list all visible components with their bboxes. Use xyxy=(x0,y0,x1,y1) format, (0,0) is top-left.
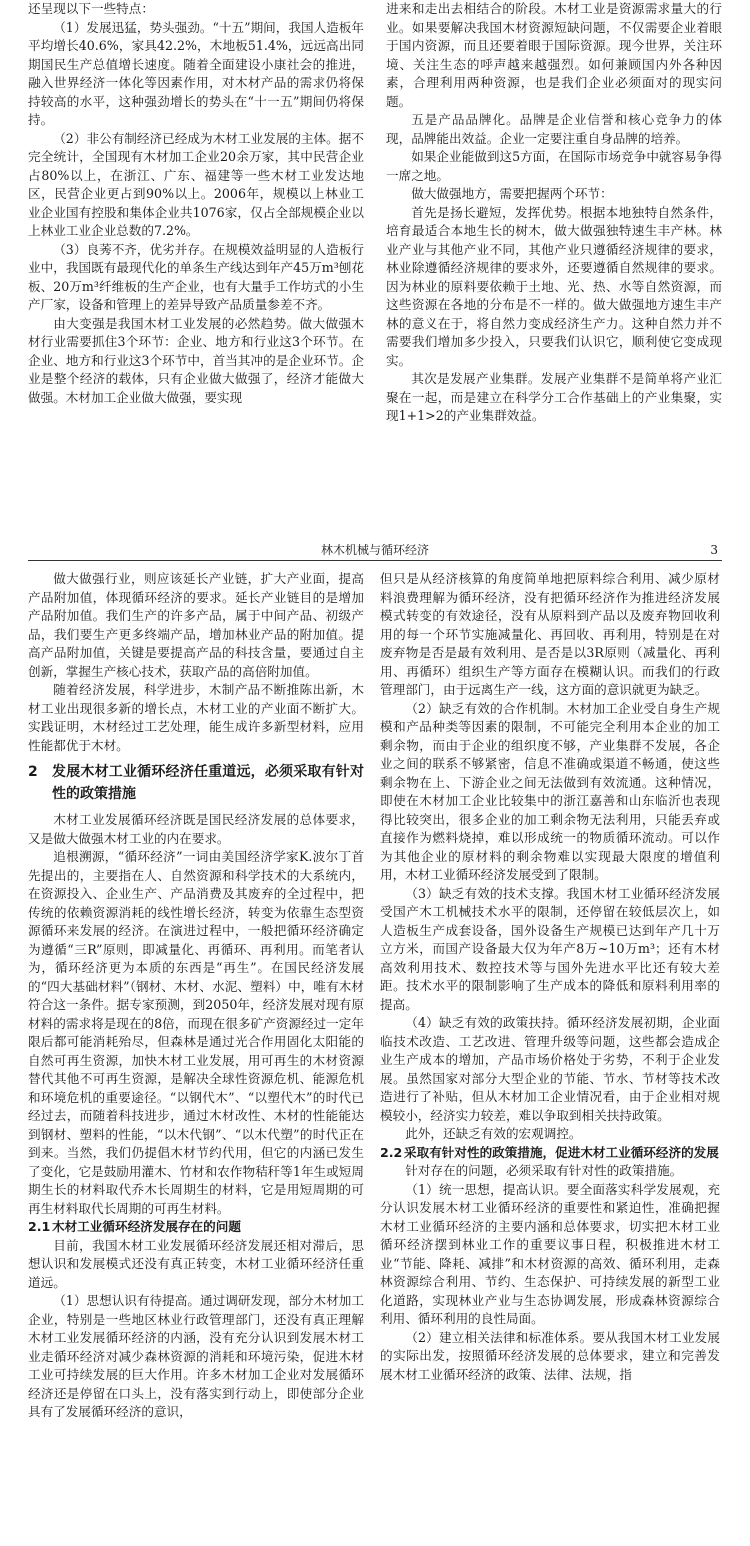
paragraph: 木材工业发展循环经济既是国民经济发展的总体要求，又是做大做强木材工业的内在要求。 xyxy=(28,812,364,846)
paragraph: 此外，还缺乏有效的宏观调控。 xyxy=(405,1126,582,1141)
section-number: 2.2 xyxy=(380,1144,403,1160)
section-heading-2-1 xyxy=(28,1218,364,1237)
paragraph: 还呈现以下一些特点： xyxy=(28,1,154,16)
paragraph: 目前，我国木材工业发展循环经济发展还相对滞后，思想认识和发展模式还没有真正转变，木材工业循环经济任重道远。 xyxy=(28,1237,364,1290)
paragraph: （3）良莠不齐，优劣并存。在规模效益明显的人造板行业中，我国既有最现代化的单条生产线达到年产45万m³刨花板、20万m³纤维板的生产企业，也有大量手工作坊式的小生产厂家，设备和管理上的差异导致产品质量参差不齐。 xyxy=(28,241,364,312)
section-title: 采取有针对性的政策措施，促进木材工业循环经济的发展 xyxy=(404,1144,719,1160)
bottom-right-column xyxy=(380,570,720,1384)
paragraph: 针对存在的问题，必须采取有针对性的政策措施。 xyxy=(405,1163,683,1178)
section-number: 2.1 xyxy=(28,1219,51,1234)
previous-page-fragment xyxy=(0,0,750,510)
page-number: 3 xyxy=(710,543,718,557)
paragraph: 但只是从经济核算的角度简单地把原料综合利用、减少原材料浪费理解为循环经济，没有把循环经济作为推进经济发展模式转变的有效途径，没有从原料到产品以及废弃物回收利用的每一个环节实施减量化、再回收、再利用，特别是在对废弃物是否是最有效利用、是否是以3R原则（减量化、再利用、再循环）组织生产等方面存在模糊认识。而我们的行政管理部门，由于远离生产一线，这方面的意识就更为缺乏。 xyxy=(380,571,720,697)
paragraph: （1）发展迅猛，势头强劲。“十五”期间，我国人造板年平均增长40.6%，家具42.2%，木地板51.4%，远远高出同期国民生产总值增长速度。随着全面建设小康社会的推进，融入世界经济一体化等因素作用，对木材产品的需求仍将保持较高的水平，这种强劲增长的势头在“十一五”期间仍将保持。 xyxy=(28,19,364,127)
paragraph: （2）建立相关法律和标准体系。要从我国木材工业发展的实际出发，按照循环经济发展的总体要求，建立和完善发展木材工业循环经济的政策、法律、法规，指 xyxy=(380,1329,720,1382)
page-3 xyxy=(0,530,750,1546)
paragraph: 随着经济发展，科学进步，木制产品不断推陈出新，木材工业出现很多新的增长点，木材工业的产业面不断扩大。实践证明，木材经过工艺处理，能生成许多新型材料，应用性能都优于木材。 xyxy=(28,682,364,753)
paragraph: （3）缺乏有效的技术支撑。我国木材工业循环经济发展受国产木工机械技术水平的限制，还停留在较低层次上，如人造板生产成套设备，国外设备生产规模已达到年产几十万立方米，而国产设备最大仅为年产8万~10万m³；还有木材高效利用技术、数控技术等与国外先进水平比还有较大差距。技术水平的限制影响了生产成本的降低和原料利用率的提高。 xyxy=(380,885,720,1012)
paragraph: 进来和走出去相结合的阶段。木材工业是资源需求量大的行业。如果要解决我国木材资源短缺问题，不仅需要企业着眼于国内资源，而且还要着眼于国际资源。现今世界，关注环境、关注生态的呼声越来越强烈。如何兼顾国内外各种因素，合理利用两种资源，也是我们企业必须面对的现实问题。 xyxy=(386,1,722,109)
paragraph: 首先是扬长避短，发挥优势。根据本地独特自然条件，培育最适合本地生长的树木，做大做强独特速生丰产林。林业产业与其他产业不同，其他产业只遵循经济规律的要求，林业除遵循经济规律的要求外，还要遵循自然规律的要求。因为林业的原料要依赖于土地、光、热、水等自然资源，而这些资源在各地的分布是不一样的。做大做强地方速生丰产林的意义在于，将自然力变成经济生产力。这种自然力并不需要我们增加多少投入，只要我们认识它，顺利使它变成现实。 xyxy=(386,204,722,368)
paragraph: （1）思想认识有待提高。通过调研发现，部分木材加工企业，特别是一些地区林业行政管理部门，还没有真正理解木材工业发展循环经济的内涵，没有充分认识到发展木材工业走循环经济对减少森林资源的消耗和环境污染，促进木材工业可持续发展的巨大作用。许多木材加工企业对发展循环经济还是停留在口头上，没有落实到行动上，即使部分企业具有了发展循环经济的意识， xyxy=(28,1293,364,1419)
bottom-left-column xyxy=(28,570,364,1422)
top-right-column xyxy=(386,0,722,426)
paragraph: （1）统一思想，提高认识。要全面落实科学发展观，充分认识发展木材工业循环经济的重要性和紧迫性，准确把握木材工业循环经济的主要内涵和总体要求，切实把木材工业循环经济摆到林业工作的重要议事日程，积极推进木材工业“节能、降耗、减排”和木材资源的高效、循环利用，走森林资源综合利用、节约、生态保护、可持续发展的新型工业化道路，实现林业产业与生态协调发展，形成森林资源综合利用、循环利用的良性局面。 xyxy=(380,1181,720,1326)
paragraph: 追根溯源，“循环经济”一词由美国经济学家K.波尔丁首先提出的，主要指在人、自然资源和科学技术的大系统内，在资源投入、企业生产、产品消费及其废弃的全过程中，把传统的依赖资源消耗的线性增长经济，转变为依靠生态型资源循环来发展的经济。在演进过程中，一般把循环经济确定为遵循“三R”原则，即减量化、再循环、再利用。而笔者认为，循环经济更为本质的东西是“再生”。在国民经济发展的“四大基础材料”（钢材、木材、水泥、塑料）中，唯有木材符合这一条件。据专家预测，到2050年，经济发展对现有原材料的需求将是现在的8倍，而现在很多矿产资源经过一定年限后都可能消耗殆尽，但森林是通过光合作用固化太阳能的自然可再生资源，加快木材工业发展，用可再生的木材资源替代其他不可再生资源，是解决全球性资源危机、能源危机和环境危机的重要途径。“以钢代木”、“以塑代木”的时代已经过去，而随着科技进步，通过木材改性、木材的性能能达到钢材、塑料的性能，“以木代钢”、“以木代塑”的时代正在到来。当然，我们仍提倡木材节约代用，但它的内涵已发生了变化，它是鼓励用灌木、竹材和农作物秸秆等1年生或短周期生长的材料取代乔木长周期生的材料，它是用短周期的可再生材料取代长周期的可再生材料。 xyxy=(28,849,364,1216)
paragraph: 做大做强行业，则应该延长产业链，扩大产业面，提高产品附加值，体现循环经济的要求。延长产业链目的是增加产品附加值。我们生产的许多产品，属于中间产品、初级产品，我们要生产更多终端产品，增加林业产品的附加值。提高产品附加值，关键是要提高产品的科技含量，要通过自主创新，掌握生产核心技术，获取产品的高倍附加值。 xyxy=(28,571,364,679)
paragraph: 其次是发展产业集群。发展产业集群不是简单将产业汇聚在一起，而是建立在科学分工合作基础上的产业集聚，实现1+1>2的产业集群效益。 xyxy=(386,371,722,423)
paragraph: （4）缺乏有效的政策扶持。循环经济发展初期，企业面临技术改造、工艺改进、管理升级等问题，这些都会造成企业生产成本的增加，产品市场价格处于劣势，不利于企业发展。虽然国家对部分大型企业的节能、节水、节材等技术改造进行了补贴，但从木材加工企业情况看，由于企业相对规模较小，经济实力较差，难以争取到相关扶持政策。 xyxy=(380,1015,720,1123)
section-heading-2-2 xyxy=(380,1144,720,1163)
section-title: 木材工业循环经济发展存在的问题 xyxy=(52,1219,241,1234)
paragraph: （2）缺乏有效的合作机制。木材加工企业受自身生产规模和产品种类等因素的限制，不可能完全利用本企业的加工剩余物，而由于企业的组织度不够，产业集群不发展，各企业之间的联系不够紧密，信息不准确或渠道不畅通，使这些剩余物在上、下游企业之间无法做到有效流通。这种情况，即使在木材加工企业比较集中的浙江嘉善和山东临沂也表现得比较突出，很多企业的加工剩余物无法利用，只能丢弃或直接作为燃料烧掉，难以形成统一的物质循环流动。可以作为其他企业的原材料的剩余物难以实现最大限度的增值利用，木材工业循环经济发展受到了限制。 xyxy=(380,700,720,882)
section-title: 发展木材工业循环经济任重道远，必须采取有针对性的政策措施 xyxy=(52,764,364,802)
paragraph: 由大变强是我国木材工业发展的必然趋势。做大做强木材行业需要抓住3个环节：企业、地方和行业这3个环节。在企业、地方和行业这3个环节中，首当其冲的是企业环节。企业是整个经济的载体，只有企业做大做强了，经济才能做大做强。木材加工企业做大做强，要实现 xyxy=(28,315,364,405)
journal-title: 林木机械与循环经济 xyxy=(320,543,429,557)
paragraph: 做大做强地方，需要把握两个环节： xyxy=(411,186,613,201)
paragraph: （2）非公有制经济已经成为木材工业发展的主体。据不完全统计，全国现有木材加工企业20余万家，其中民营企业占80%以上，在浙江、广东、福建等一些木材工业发达地区，民营企业更占到90%以上。2006年，规模以上林业工业企业国有控股和集体企业共1076家，仅占全部规模企业以上林业工业企业总数的7.2%。 xyxy=(28,130,364,238)
running-head xyxy=(28,542,722,561)
section-number: 2 xyxy=(28,764,38,780)
section-heading-2 xyxy=(28,761,364,805)
top-left-column xyxy=(28,0,364,407)
paragraph: 五是产品品牌化。品牌是企业信誉和核心竞争力的体现，品牌能出效益。企业一定要注重自身品牌的培养。 xyxy=(386,112,722,146)
paragraph: 如果企业能做到这5方面，在国际市场竞争中就容易争得一席之地。 xyxy=(386,149,722,183)
